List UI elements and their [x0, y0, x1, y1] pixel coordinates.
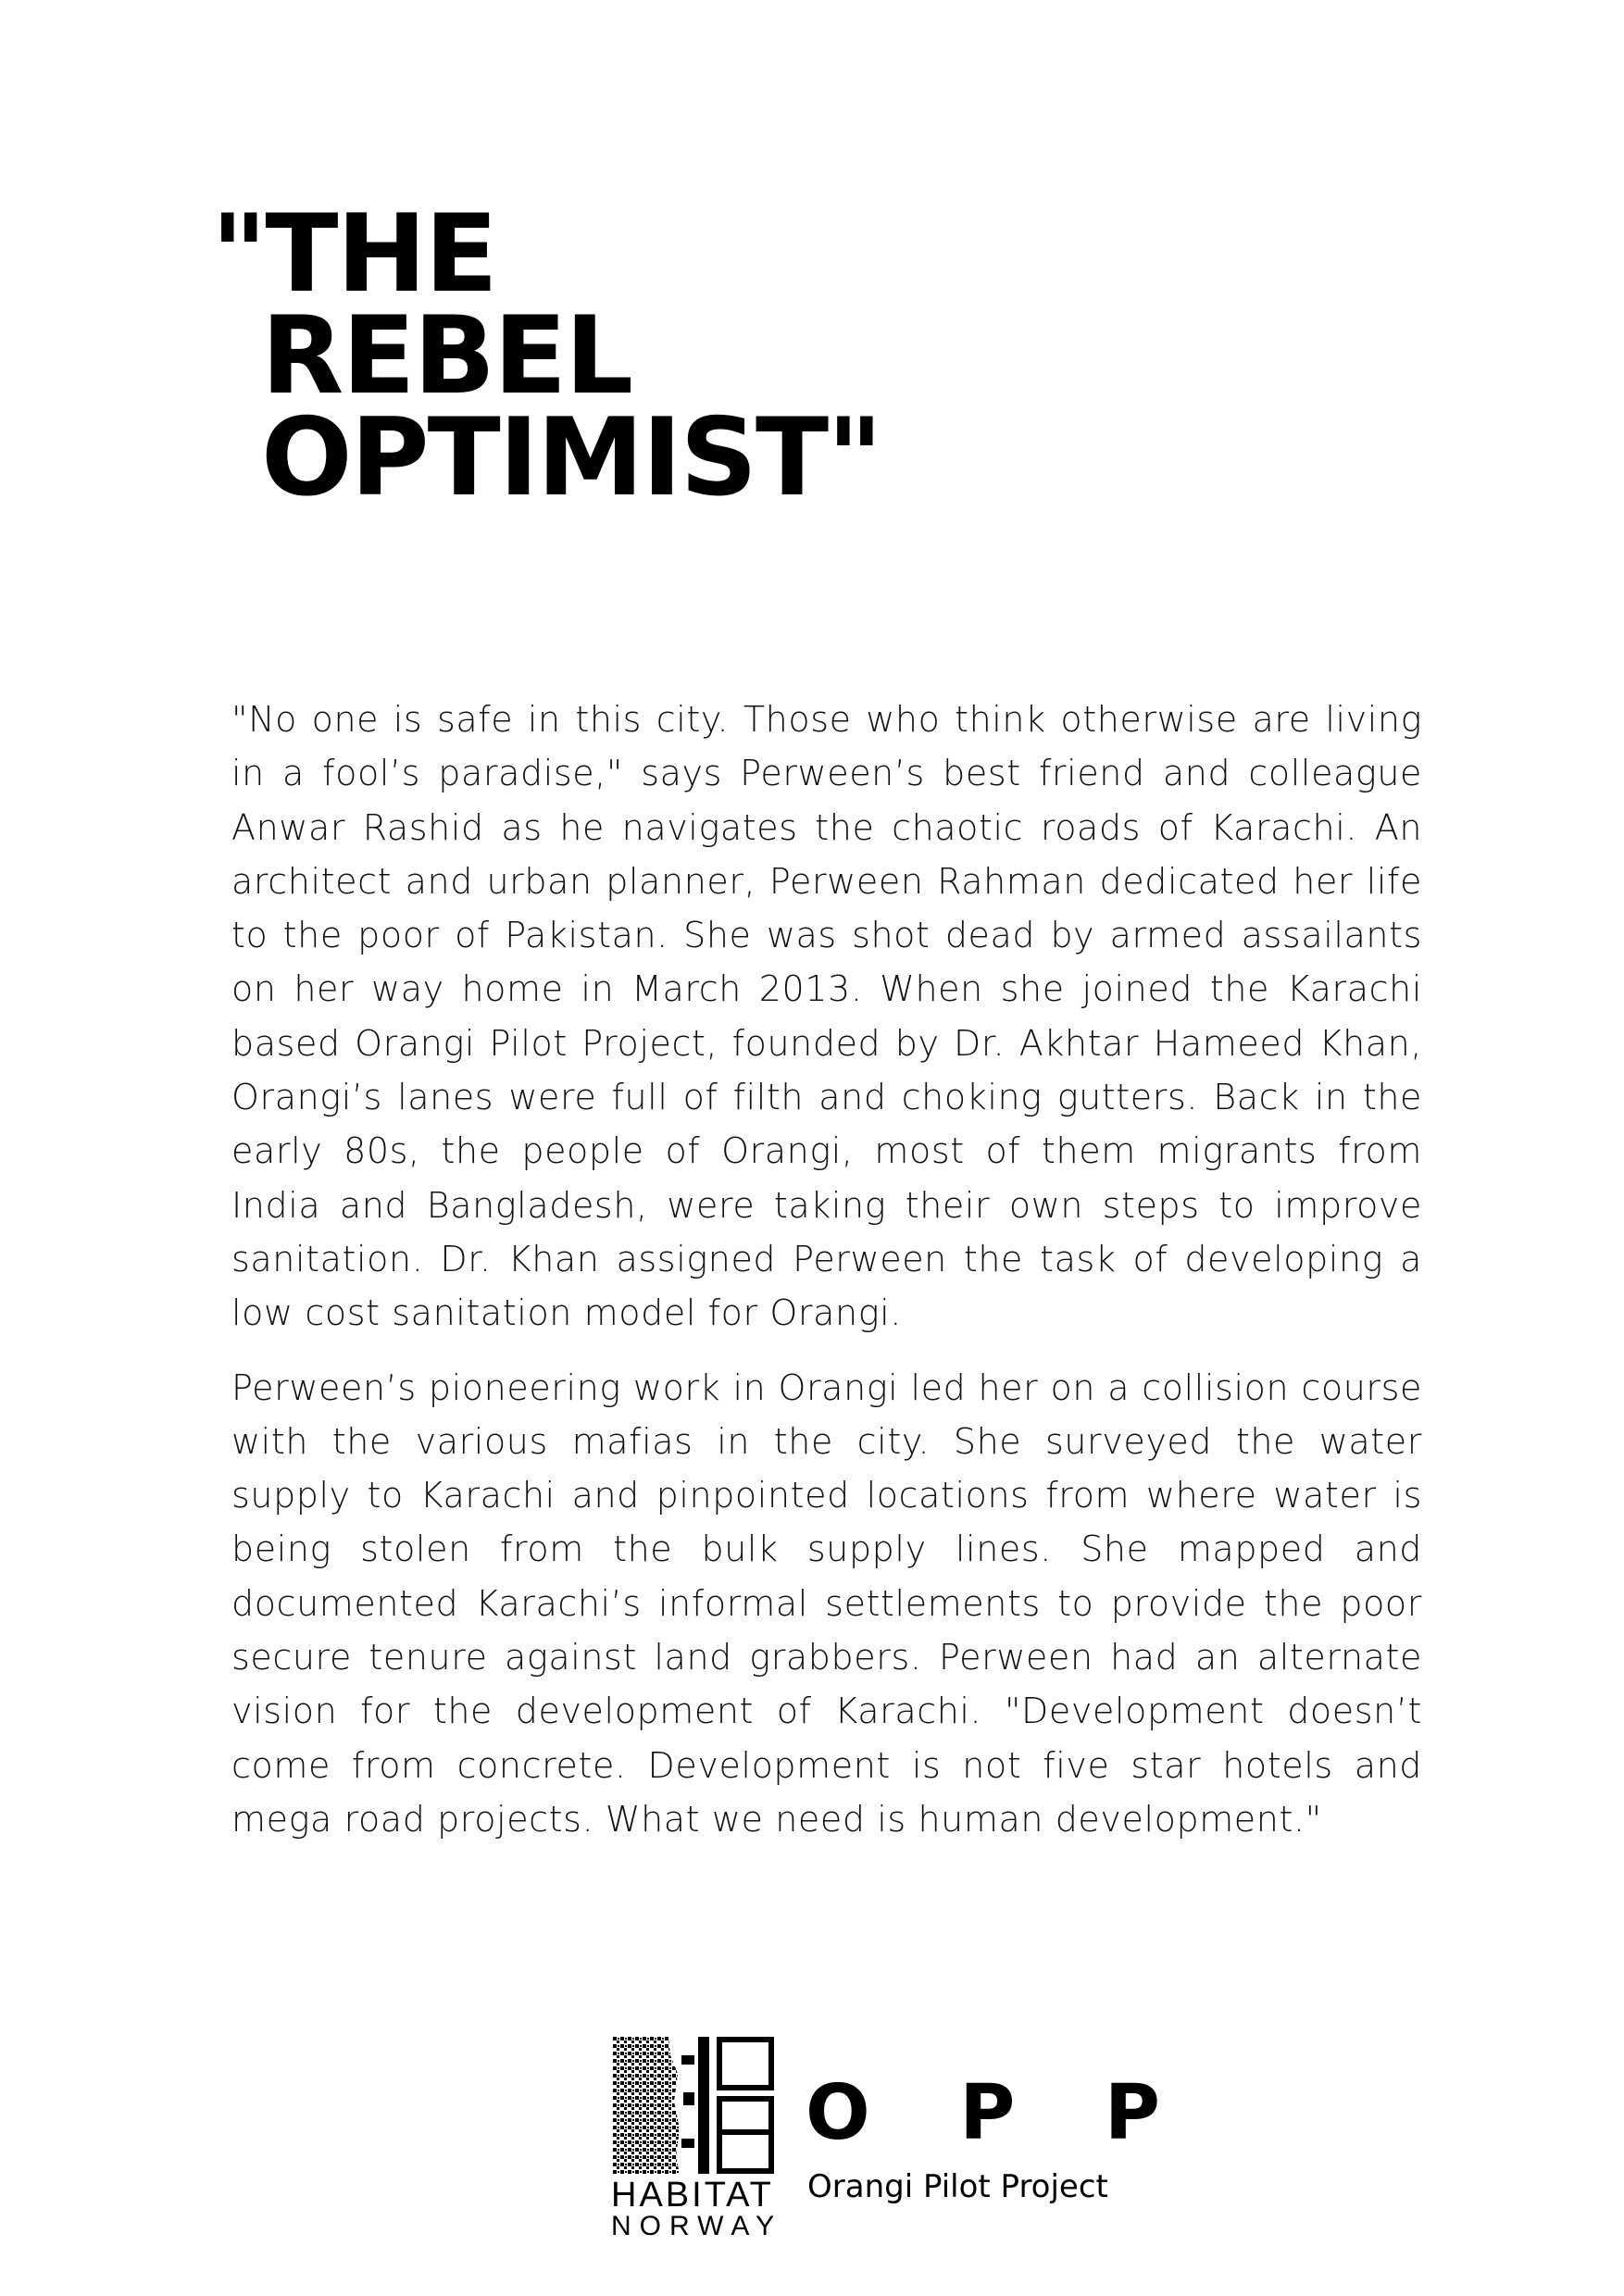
- habitat-name: HABITAT: [611, 2176, 774, 2215]
- opp-logo-name: Orangi Pilot Project: [807, 2168, 1108, 2205]
- footer-logos: [0, 2037, 1624, 2277]
- title-line-1: "THE: [211, 192, 496, 317]
- habitat-country: NORWAY: [611, 2211, 783, 2241]
- opp-logo-letters: O P P: [806, 2069, 1193, 2157]
- title-line-3: OPTIMIST": [261, 395, 881, 520]
- title-line-2: REBEL: [261, 293, 632, 418]
- article-body: [231, 693, 1422, 1866]
- paragraph-2: Perween’s pioneering work in Orangi led her on a collision course with the various mafias in the city. She surveyed the water supply to Karachi and pinpointed locations from where water is being stolen from the bulk supply lines. She mapped and documented Karachi’s informal settlements to provide the poor secure tenure against land grabbers. Perween had an alternate vision for the development of Karachi. "Development doesn’t come from concrete. Development is not five star hotels and mega road projects. What we need is human development.": [231, 1366, 1422, 1840]
- habitat-norway-logo-icon: [613, 2037, 776, 2174]
- article-title: [211, 192, 881, 520]
- paragraph-1: "No one is safe in this city. Those who think otherwise are living in a fool’s paradise," says Perween’s best friend and colleague Anwar Rashid as he navigates the chaotic roads of Karachi. An architect and urban planner, Perween Rahman dedicated her life to the poor of Pakistan. She was shot dead by armed assailants on her way home in March 2013. When she joined the Karachi based Orangi Pilot Project, founded by Dr. Akhtar Hameed Khan, Orangi’s lanes were full of filth and choking gutters. Back in the early 80s, the people of Orangi, most of them migrants from India and Bangladesh, were taking their own steps to improve sanitation. Dr. Khan assigned Perween the task of developing a low cost sanitation model for Orangi.: [231, 699, 1422, 1334]
